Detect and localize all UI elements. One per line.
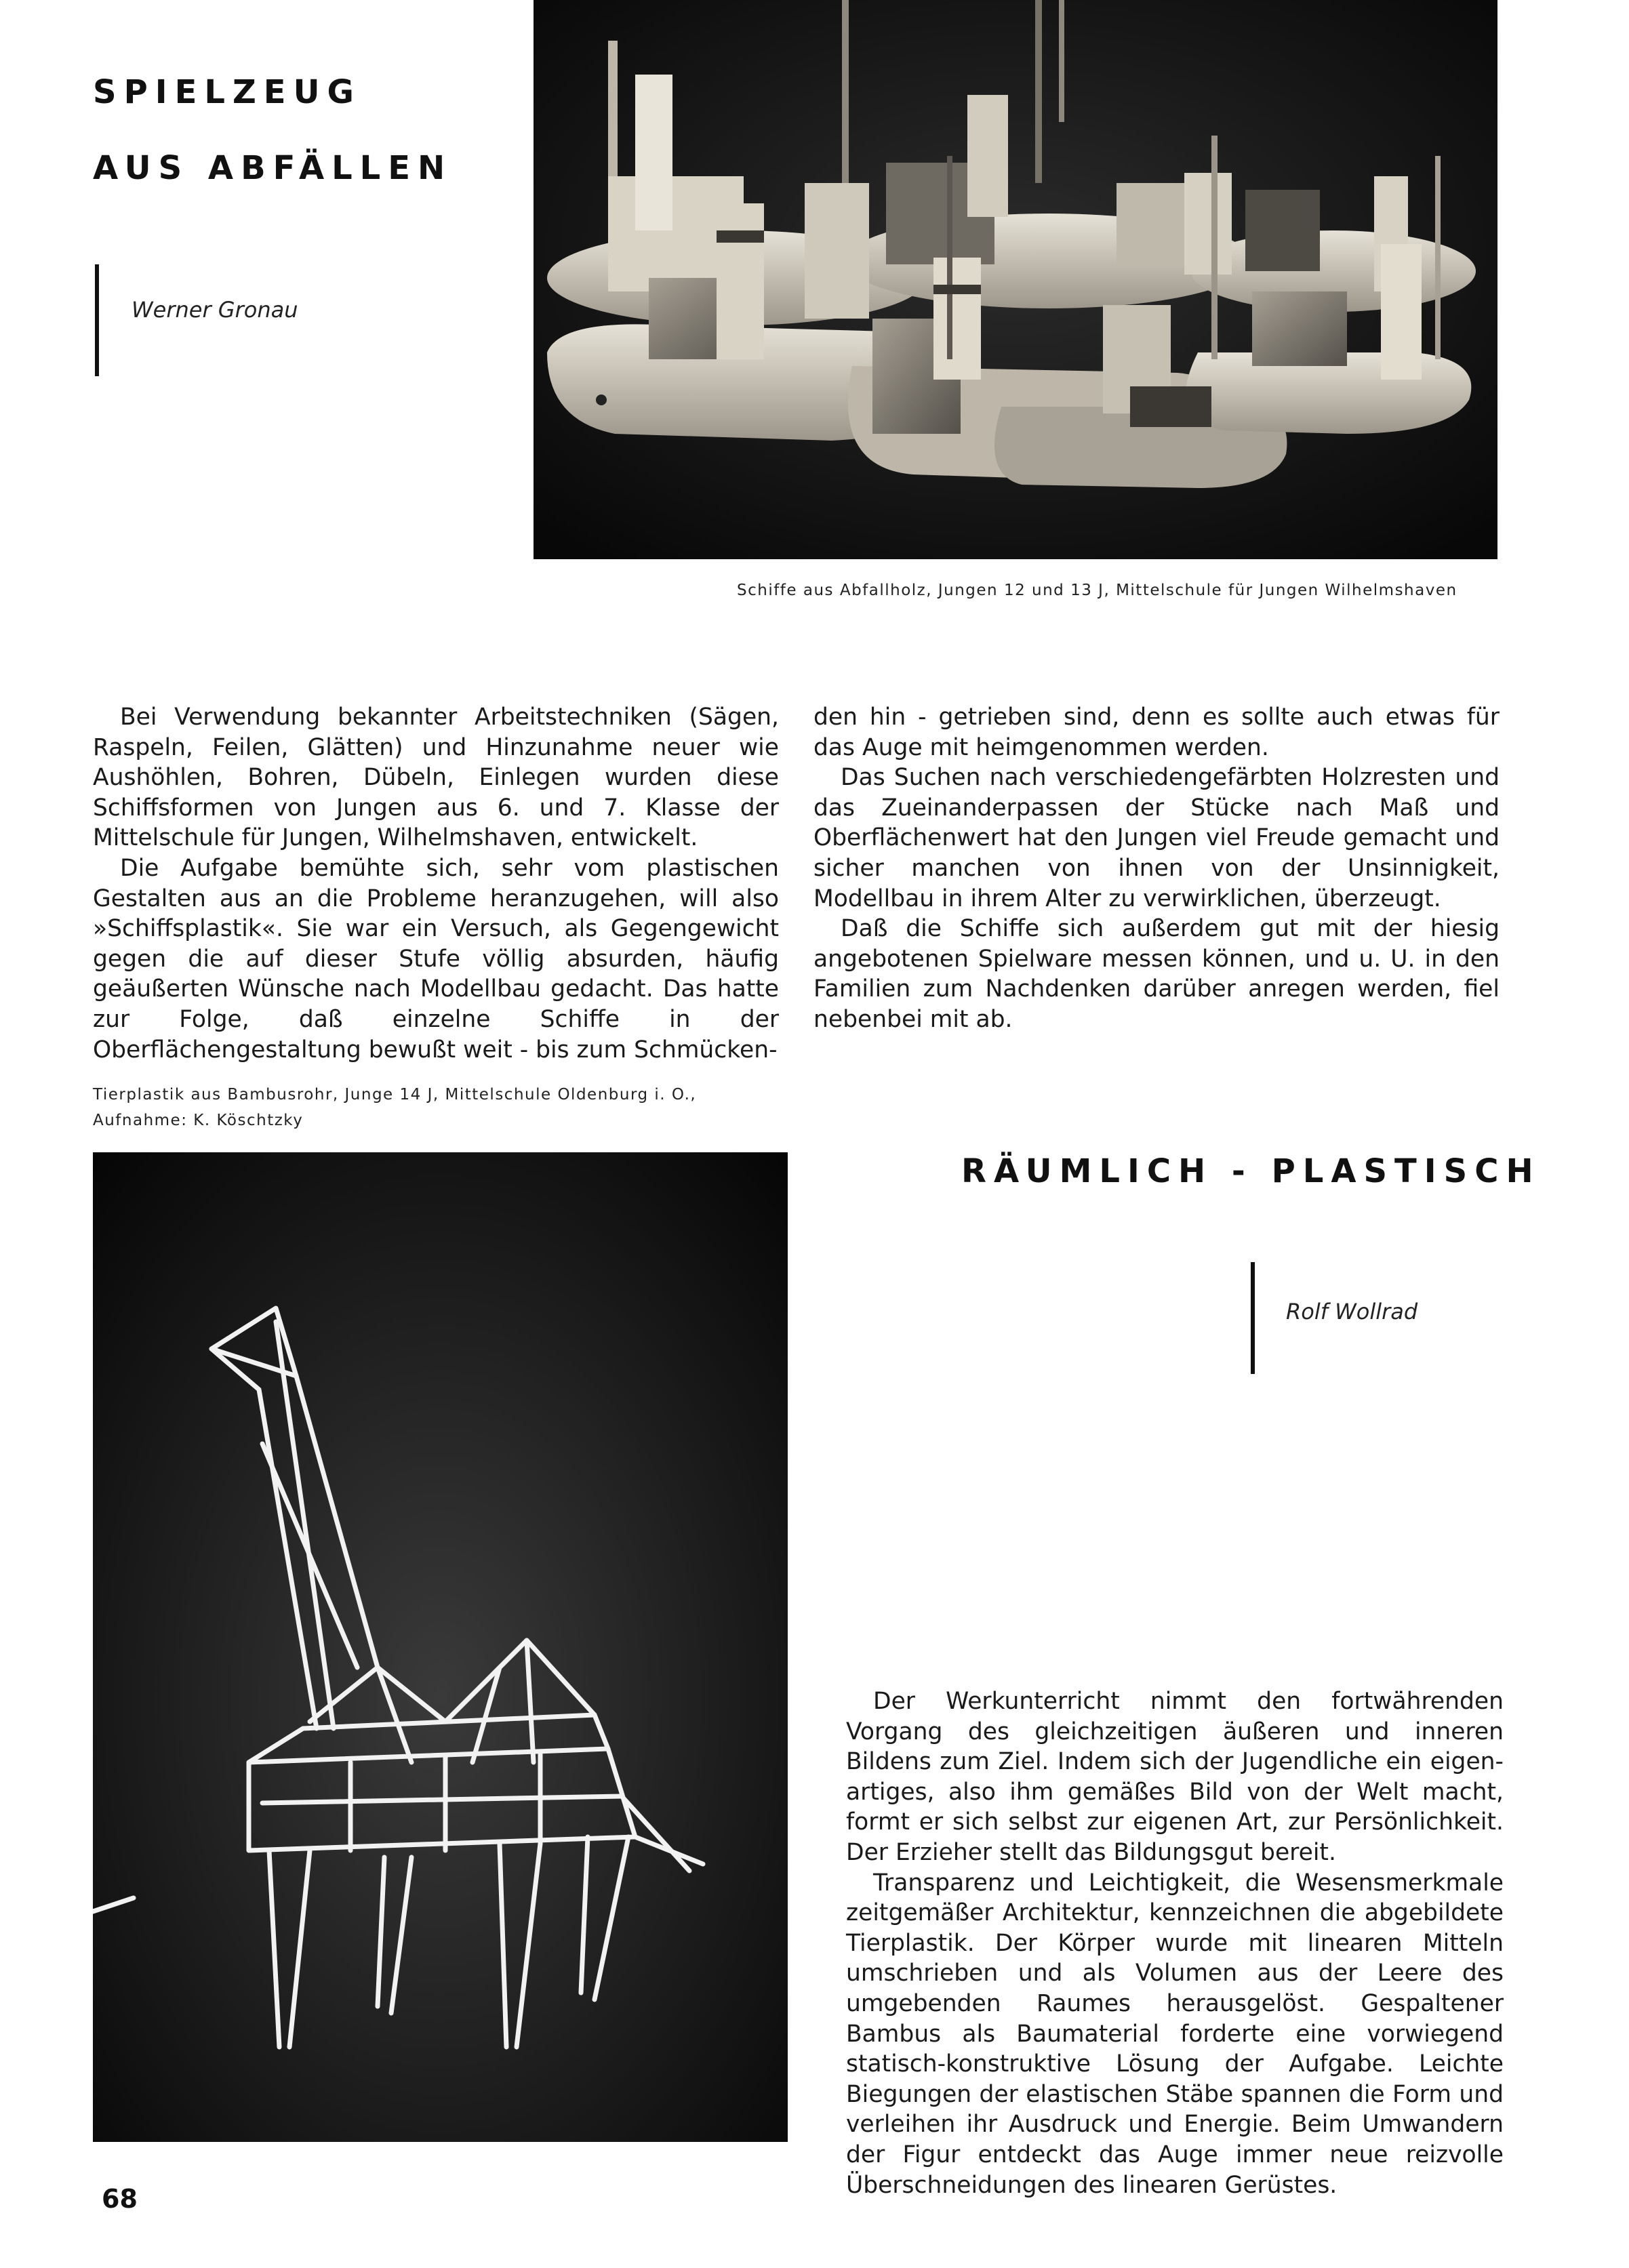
bamboo-animal-illustration (93, 1152, 788, 2142)
article1-col1-paragraph: Bei Verwendung bekannter Arbeitstechniken (Sägen, Raspeln, Feilen, Glätten) und Hinzunahme neuer wie Aushöhlen, Bohren, Dübeln, Einlegen wurden diese Schiffsformen von Jungen aus 6. und 7. Klasse der Mittelschule für Jungen, Wilhelmshaven, entwickelt. (93, 704, 779, 852)
bamboo-sculpture-photo (93, 1152, 788, 2142)
article1-column-1 (93, 702, 779, 1065)
ships-photo-caption: Schiffe aus Abfallholz, Jungen 12 und 13 J, Mittelschule für Jungen Wilhelmshaven (737, 582, 1457, 599)
wooden-ships-illustration (534, 0, 1497, 559)
author-rule (1251, 1262, 1255, 1374)
page-number: 68 (102, 2184, 138, 2214)
article1-title-line1: SPIELZEUG (93, 73, 361, 111)
author-rule (95, 264, 99, 376)
article1-col2-paragraph: Das Suchen nach verschiedengefärbten Holzresten und das Zueinanderpassen der Stücke nach Maß und Oberflächenwert hat den Jungen viel Freude gemacht und sicher manchen von ihnen von der Unsinnigkeit, Modellbau in ihrem Alter zu verwirklichen, überzeugt. (813, 764, 1500, 912)
article1-col2-paragraph: den hin - getrieben sind, denn es sollte auch etwas für das Auge mit heimgenommen werden. (813, 704, 1500, 761)
article2-paragraph: Der Werkunterricht nimmt den fortwährenden Vorgang des gleichzeitigen äußeren und inneren Bildens zum Ziel. Indem sich der Jugendliche ein eigen-artiges, also ihm gemäßes Bild von der Welt macht, formt er sich selbst zur eigenen Art, zur Persönlichkeit. Der Erzieher stellt das Bildungsgut bereit. (846, 1688, 1504, 1866)
article2-author: Rolf Wollrad (1286, 1299, 1418, 1324)
ships-photo (534, 0, 1497, 559)
article1-col1-paragraph: Die Aufgabe bemühte sich, sehr vom plastischen Gestalten aus an die Probleme heranzugehen, will also »Schiffsplastik«. Sie war ein Versuch, als Gegengewicht gegen die auf dieser Stufe völlig absurden, häufig geäußerten Wünsche nach Modellbau gedacht. Das hatte zur Folge, daß einzelne Schiffe in der Oberflächengestaltung bewußt weit - bis zum Schmücken- (93, 854, 779, 1064)
article2-title: RÄUMLICH - PLASTISCH (961, 1152, 1541, 1190)
article1-col2-paragraph: Daß die Schiffe sich außerdem gut mit der hiesig angebotenen Spielware messen können, und u. U. in den Familien zum Nachdenken darüber anregen werden, fiel nebenbei mit ab. (813, 915, 1500, 1033)
article1-title-line2: AUS ABFÄLLEN (93, 149, 453, 187)
article2-paragraph: Transparenz und Leichtigkeit, die Wesensmerkmale zeitgemäßer Architektur, kennzeichnen die abgebildete Tierplastik. Der Körper wurde mit linearen Mitteln umschrieben und als Volumen aus der Leere des umgebenden Raumes herausgelöst. Gespaltener Bambus als Baumaterial forderte eine vorwiegend statisch-konstruktive Lösung der Aufgabe. Leichte Biegungen der elastischen Stäbe spannen die Form und verleihen ihr Ausdruck und Energie. Beim Umwandern der Figur entdeckt das Auge immer neue reizvolle Überschneidungen des linearen Gerüstes. (846, 1869, 1504, 2199)
sculpture-caption-line1: Tierplastik aus Bambusrohr, Junge 14 J, Mittelschule Oldenburg i. O., (93, 1086, 697, 1103)
article2-body (846, 1686, 1504, 2200)
sculpture-caption-line2: Aufnahme: K. Köschtzky (93, 1112, 304, 1129)
article1-author: Werner Gronau (132, 297, 298, 323)
article1-column-2 (813, 702, 1500, 1035)
